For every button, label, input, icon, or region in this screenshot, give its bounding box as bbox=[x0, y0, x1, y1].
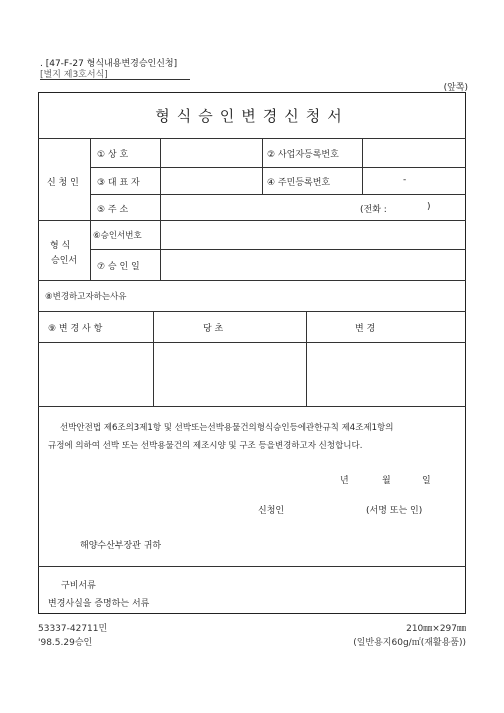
date-year: 년 bbox=[340, 476, 349, 486]
phone-close: ) bbox=[427, 202, 431, 212]
representative-label: ③ 대 표 자 bbox=[97, 178, 140, 188]
before-label: 당 초 bbox=[203, 324, 224, 334]
addressee: 해양수산부장관 귀하 bbox=[80, 541, 162, 551]
form-title: 형식승인변경신청서 bbox=[155, 106, 349, 125]
business-number-label: ② 사업자등록번호 bbox=[267, 150, 339, 160]
row-divider bbox=[38, 406, 466, 407]
documents-title: 구비서류 bbox=[61, 581, 96, 591]
footer-size: 210㎜×297㎜ bbox=[406, 624, 466, 634]
row-divider bbox=[38, 220, 466, 221]
column-divider bbox=[306, 311, 307, 406]
footer-approved: '98.5.29승인 bbox=[38, 638, 93, 648]
row-divider bbox=[38, 311, 466, 312]
header-underline bbox=[40, 79, 190, 80]
resident-number-dash: - bbox=[403, 175, 407, 185]
column-divider bbox=[153, 311, 154, 406]
approval-section-label-1: 형 식 bbox=[50, 241, 71, 251]
documents-item: 변경사실을 증명하는 서류 bbox=[48, 599, 150, 609]
row-divider bbox=[90, 167, 466, 168]
page-side-label: (앞쪽) bbox=[443, 83, 468, 93]
column-divider bbox=[362, 138, 363, 194]
row-divider bbox=[38, 138, 466, 139]
reason-label: ⑧변경하고자하는사유 bbox=[45, 292, 127, 302]
column-divider bbox=[262, 138, 263, 194]
signature-note: (서명 또는 인) bbox=[366, 506, 423, 516]
footer-code: 53337-42711민 bbox=[38, 624, 108, 634]
row-divider bbox=[38, 280, 466, 281]
approval-date-label: ⑦ 승 인 일 bbox=[97, 262, 140, 272]
change-item-label: ⑨ 변 경 사 항 bbox=[48, 324, 103, 334]
footer-paper: (일반용지60g/㎡(재활용품)) bbox=[353, 638, 466, 648]
resident-number-label: ④ 주민등록번호 bbox=[267, 178, 331, 188]
column-divider bbox=[160, 220, 161, 280]
signature-label: 신청인 bbox=[258, 506, 285, 516]
date-day: 일 bbox=[422, 476, 431, 486]
row-divider bbox=[90, 194, 466, 195]
date-month: 월 bbox=[382, 476, 391, 486]
row-divider bbox=[38, 566, 466, 567]
column-divider bbox=[90, 138, 91, 280]
address-label: ⑤ 주 소 bbox=[97, 205, 129, 215]
statement-line-2: 규정에 의하여 선박 또는 선박용물건의 제조시양 및 구조 등을변경하고자 신청합니다. bbox=[48, 441, 363, 451]
certificate-number-label: ⑥승인서번호 bbox=[93, 231, 142, 241]
form-reference: [별지 제3호서식] bbox=[40, 70, 108, 80]
statement-text bbox=[48, 419, 458, 455]
row-divider bbox=[90, 249, 466, 250]
company-name-label: ① 상 호 bbox=[97, 150, 129, 160]
form-frame bbox=[38, 92, 466, 614]
applicant-section-label: 신 청 인 bbox=[47, 178, 79, 188]
column-divider bbox=[160, 194, 161, 220]
form-code: . [47-F-27 형식내용변경승인신청] bbox=[40, 59, 178, 69]
statement-line-1: 선박안전법 제6조의3제1항 및 선박또는선박용물건의형식승인등에관한규칙 제4조제1항의 bbox=[60, 423, 394, 433]
phone-label: (전화 : bbox=[360, 205, 387, 215]
row-divider bbox=[38, 342, 466, 343]
column-divider bbox=[160, 138, 161, 194]
after-label: 변 경 bbox=[355, 324, 376, 334]
approval-section-label-2: 승인서 bbox=[51, 256, 78, 266]
